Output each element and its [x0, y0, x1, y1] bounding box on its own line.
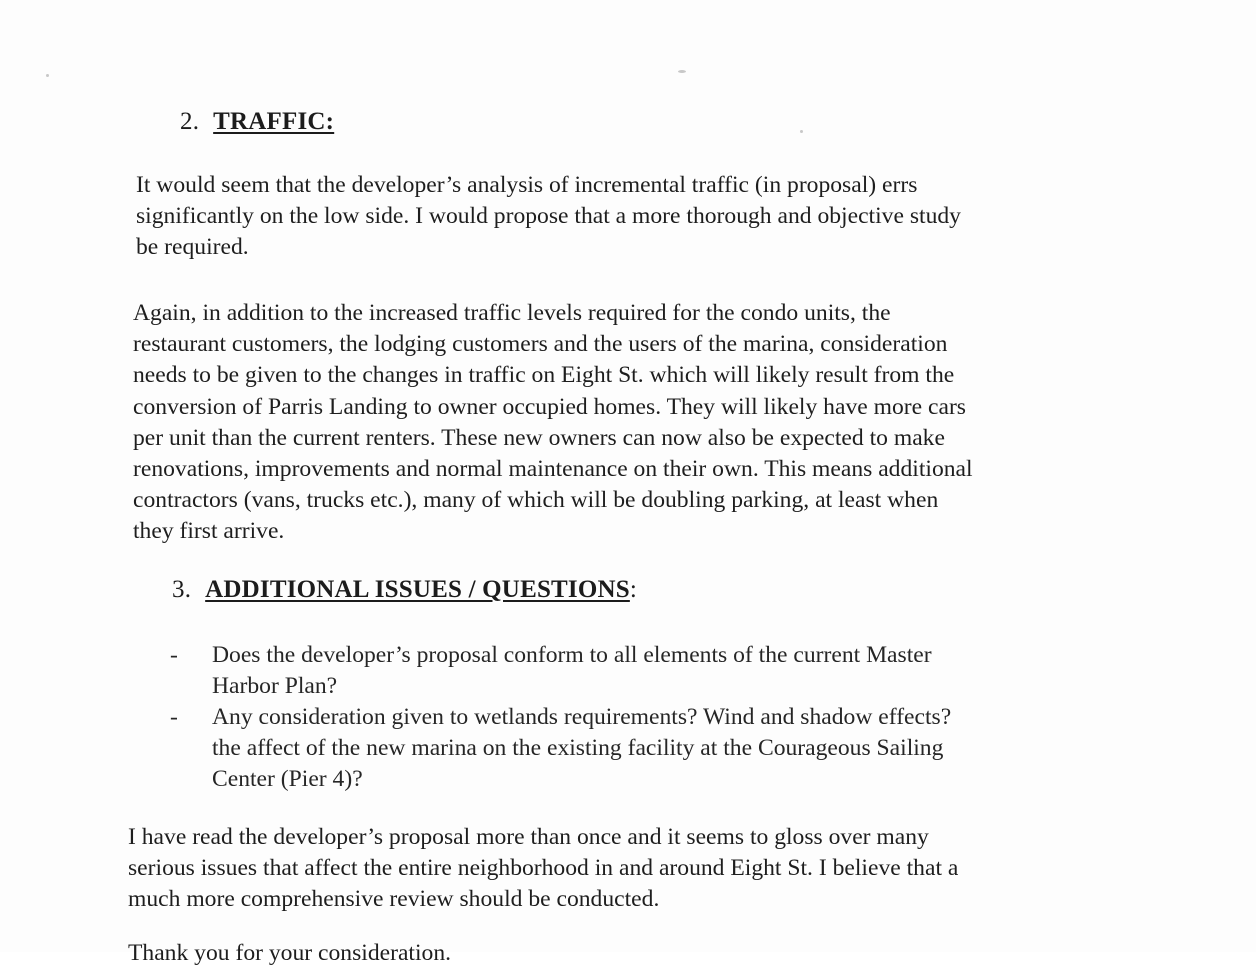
text-line: contractors (vans, trucks etc.), many of which will be doubling parking, at least when	[133, 487, 939, 514]
section-number: 3.	[172, 576, 192, 603]
section-title-colon: :	[629, 576, 638, 603]
scan-speck	[800, 130, 803, 133]
text-line: It would seem that the developer’s analysis of incremental traffic (in proposal) errs	[136, 172, 918, 198]
text-line: they first arrive.	[133, 518, 285, 545]
questions-list	[170, 640, 951, 795]
paragraph-traffic-analysis	[136, 170, 961, 264]
list-item	[170, 702, 951, 795]
bullet-dash: -	[170, 704, 178, 730]
text-line: Any consideration given to wetlands requirements? Wind and shadow effects?	[212, 704, 952, 730]
text-line: Again, in addition to the increased traffic levels required for the condo units, the	[133, 300, 891, 326]
scan-speck	[46, 74, 49, 77]
paragraph-conclusion	[128, 822, 958, 916]
text-line: Harbor Plan?	[212, 673, 338, 699]
text-line: renovations, improvements and normal maintenance on their own. This means additional	[133, 456, 973, 483]
text-line: much more comprehensive review should be conducted.	[128, 886, 660, 913]
text-line: I have read the developer’s proposal more than once and it seems to gloss over many	[128, 824, 929, 850]
scan-speck	[678, 70, 686, 73]
paragraph-traffic-levels	[133, 298, 973, 548]
text-line: needs to be given to the changes in traffic on Eight St. which will likely result from the	[133, 362, 955, 389]
text-line: significantly on the low side. I would propose that a more thorough and objective study	[136, 203, 961, 230]
section-number: 2.	[180, 108, 200, 135]
list-item	[170, 640, 951, 702]
cutoff-text-line: Thank you for your consideration.	[128, 940, 452, 966]
section-title: ADDITIONAL ISSUES / QUESTIONS	[205, 576, 630, 603]
section-heading-traffic	[180, 108, 334, 136]
text-line: serious issues that affect the entire neighborhood in and around Eight St. I believe that a	[128, 855, 959, 882]
text-line: the affect of the new marina on the existing facility at the Courageous Sailing	[212, 735, 944, 761]
section-title: TRAFFIC:	[213, 108, 335, 135]
section-heading-additional-issues	[172, 576, 637, 604]
bullet-dash: -	[170, 642, 178, 668]
text-line: conversion of Parris Landing to owner occupied homes. They will likely have more cars	[133, 393, 966, 420]
text-line: Does the developer’s proposal conform to all elements of the current Master	[212, 642, 932, 668]
text-line: restaurant customers, the lodging customers and the users of the marina, consideration	[133, 331, 948, 358]
text-line: be required.	[136, 234, 249, 261]
text-line: Center (Pier 4)?	[212, 766, 363, 792]
text-line: per unit than the current renters. These new owners can now also be expected to make	[133, 424, 945, 451]
